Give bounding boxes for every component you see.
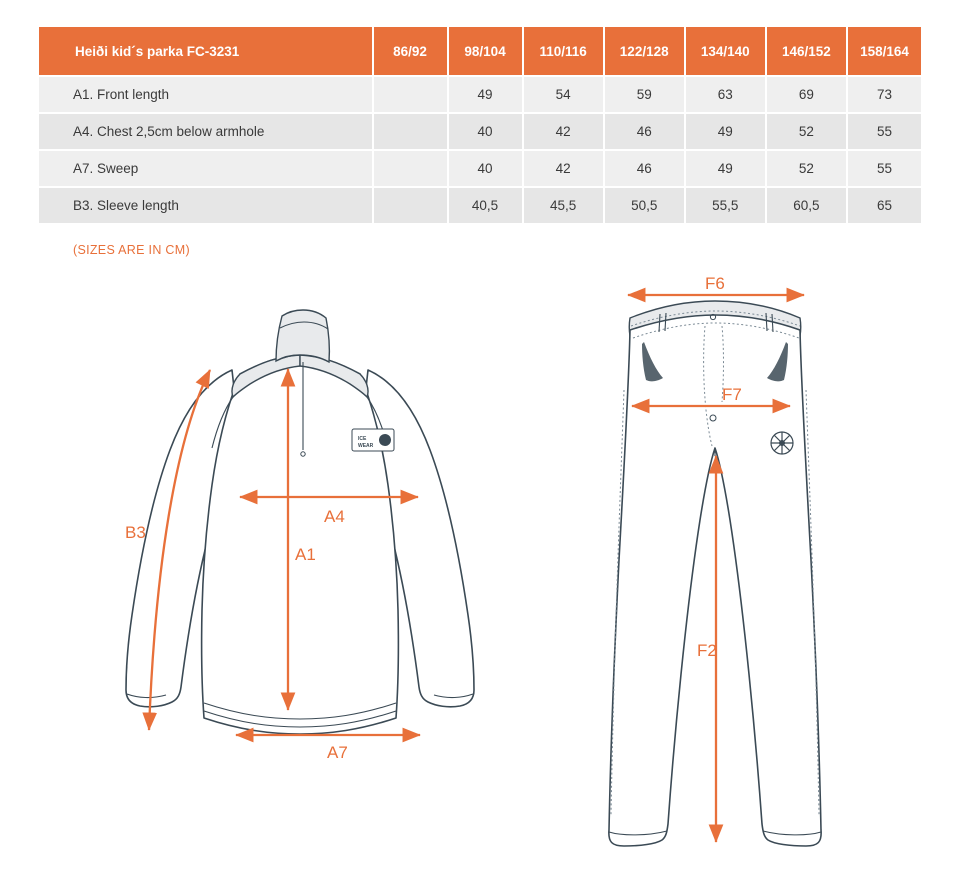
cell-1-4: 49 [685, 113, 766, 150]
cell-1-5: 52 [766, 113, 847, 150]
cell-1-0 [373, 113, 448, 150]
size-column-header-5: 146/152 [766, 26, 847, 76]
size-column-header-6: 158/164 [847, 26, 922, 76]
cell-0-6: 73 [847, 76, 922, 113]
size-table-header [38, 26, 922, 76]
cell-0-4: 63 [685, 76, 766, 113]
jacket-illustration [125, 310, 474, 762]
table-row [38, 150, 922, 187]
logo-line-1: ICE [358, 436, 367, 442]
cell-1-2: 42 [523, 113, 604, 150]
cell-3-1: 40,5 [448, 187, 523, 224]
cell-0-3: 59 [604, 76, 685, 113]
measure-label-a1: A1 [295, 545, 316, 564]
size-table [37, 25, 923, 225]
cell-2-4: 49 [685, 150, 766, 187]
size-column-header-4: 134/140 [685, 26, 766, 76]
measure-label-a7: A7 [327, 743, 348, 762]
cell-1-6: 55 [847, 113, 922, 150]
size-column-header-3: 122/128 [604, 26, 685, 76]
pants-illustration [609, 274, 821, 846]
cell-3-0 [373, 187, 448, 224]
measure-label-a4: A4 [324, 507, 345, 526]
size-table-header-row [38, 26, 922, 76]
logo-line-2: WEAR [358, 443, 374, 449]
measurement-label-1: A4. Chest 2,5cm below armhole [38, 113, 373, 150]
measure-label-b3: B3 [125, 523, 146, 542]
table-row [38, 76, 922, 113]
product-name-header: Heiði kid´s parka FC-3231 [38, 26, 373, 76]
snowflake-icon [771, 432, 793, 454]
garment-diagrams [0, 270, 957, 890]
size-table-body [38, 76, 922, 224]
size-column-header-0: 86/92 [373, 26, 448, 76]
size-column-header-2: 110/116 [523, 26, 604, 76]
brand-logo [352, 429, 394, 451]
cell-0-5: 69 [766, 76, 847, 113]
cell-2-3: 46 [604, 150, 685, 187]
measurement-label-2: A7. Sweep [38, 150, 373, 187]
cell-2-0 [373, 150, 448, 187]
cell-0-2: 54 [523, 76, 604, 113]
measure-label-f2: F2 [697, 641, 717, 660]
cell-1-1: 40 [448, 113, 523, 150]
cell-3-5: 60,5 [766, 187, 847, 224]
cell-3-2: 45,5 [523, 187, 604, 224]
cell-2-5: 52 [766, 150, 847, 187]
sizes-unit-note: (SIZES ARE IN CM) [73, 243, 190, 257]
measurement-label-0: A1. Front length [38, 76, 373, 113]
cell-2-2: 42 [523, 150, 604, 187]
cell-3-3: 50,5 [604, 187, 685, 224]
garment-diagram-svg [0, 270, 957, 890]
cell-2-1: 40 [448, 150, 523, 187]
table-row [38, 113, 922, 150]
cell-2-6: 55 [847, 150, 922, 187]
table-row [38, 187, 922, 224]
cell-1-3: 46 [604, 113, 685, 150]
cell-0-0 [373, 76, 448, 113]
cell-0-1: 49 [448, 76, 523, 113]
size-column-header-1: 98/104 [448, 26, 523, 76]
measurement-label-3: B3. Sleeve length [38, 187, 373, 224]
cell-3-4: 55,5 [685, 187, 766, 224]
cell-3-6: 65 [847, 187, 922, 224]
measure-label-f6: F6 [705, 274, 725, 293]
measure-label-f7: F7 [722, 385, 742, 404]
